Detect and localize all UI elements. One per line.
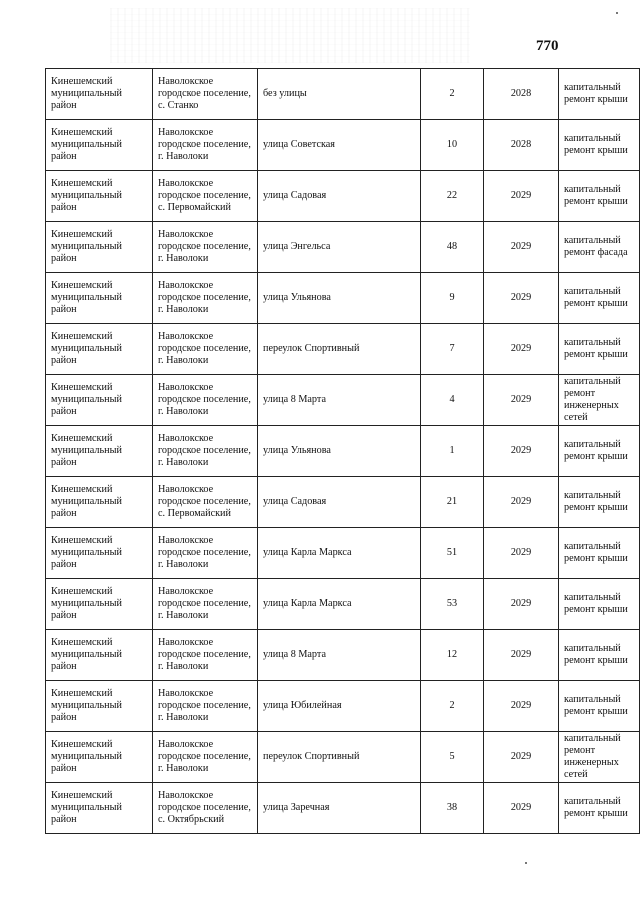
table-row: [46, 171, 640, 222]
table-row: [46, 783, 640, 834]
scan-dot: [525, 862, 527, 864]
table-row: [46, 579, 640, 630]
district-cell: Кинешемский муниципальный район: [46, 681, 153, 732]
street-cell: переулок Спортивный: [258, 324, 421, 375]
table-row: [46, 222, 640, 273]
district-cell: Кинешемский муниципальный район: [46, 783, 153, 834]
table-row: [46, 69, 640, 120]
street-cell: переулок Спортивный: [258, 732, 421, 783]
house-number-cell: 1: [421, 426, 484, 477]
year-cell: 2029: [484, 324, 559, 375]
street-cell: улица Садовая: [258, 171, 421, 222]
house-number-cell: 12: [421, 630, 484, 681]
street-cell: улица Ульянова: [258, 426, 421, 477]
settlement-cell: Наволокское городское поселение, с. Первомайский: [153, 171, 258, 222]
settlement-cell: Наволокское городское поселение, с. Октябрьский: [153, 783, 258, 834]
house-number-cell: 38: [421, 783, 484, 834]
settlement-cell: Наволокское городское поселение, г. Наволоки: [153, 273, 258, 324]
street-cell: улица 8 Марта: [258, 375, 421, 426]
settlement-cell: Наволокское городское поселение, г. Наволоки: [153, 375, 258, 426]
table-row: [46, 477, 640, 528]
district-cell: Кинешемский муниципальный район: [46, 273, 153, 324]
work-type-cell: капитальный ремонт крыши: [559, 120, 640, 171]
district-cell: Кинешемский муниципальный район: [46, 171, 153, 222]
year-cell: 2029: [484, 528, 559, 579]
district-cell: Кинешемский муниципальный район: [46, 222, 153, 273]
work-type-cell: капитальный ремонт крыши: [559, 783, 640, 834]
year-cell: 2029: [484, 426, 559, 477]
district-cell: Кинешемский муниципальный район: [46, 732, 153, 783]
street-cell: улица Советская: [258, 120, 421, 171]
house-number-cell: 2: [421, 69, 484, 120]
year-cell: 2028: [484, 120, 559, 171]
repair-schedule-table: [45, 68, 640, 834]
table-row: [46, 120, 640, 171]
work-type-cell: капитальный ремонт крыши: [559, 477, 640, 528]
work-type-cell: капитальный ремонт крыши: [559, 171, 640, 222]
table-row: [46, 630, 640, 681]
house-number-cell: 4: [421, 375, 484, 426]
table-row: [46, 732, 640, 783]
work-type-cell: капитальный ремонт крыши: [559, 273, 640, 324]
work-type-cell: капитальный ремонт крыши: [559, 69, 640, 120]
street-cell: улица 8 Марта: [258, 630, 421, 681]
year-cell: 2028: [484, 69, 559, 120]
table-row: [46, 375, 640, 426]
house-number-cell: 2: [421, 681, 484, 732]
street-cell: улица Карла Маркса: [258, 528, 421, 579]
settlement-cell: Наволокское городское поселение, г. Наволоки: [153, 630, 258, 681]
year-cell: 2029: [484, 681, 559, 732]
work-type-cell: капитальный ремонт крыши: [559, 324, 640, 375]
house-number-cell: 22: [421, 171, 484, 222]
street-cell: улица Садовая: [258, 477, 421, 528]
year-cell: 2029: [484, 375, 559, 426]
street-cell: улица Ульянова: [258, 273, 421, 324]
year-cell: 2029: [484, 783, 559, 834]
street-cell: без улицы: [258, 69, 421, 120]
district-cell: Кинешемский муниципальный район: [46, 528, 153, 579]
year-cell: 2029: [484, 732, 559, 783]
district-cell: Кинешемский муниципальный район: [46, 579, 153, 630]
table-row: [46, 681, 640, 732]
street-cell: улица Энгельса: [258, 222, 421, 273]
table-row: [46, 324, 640, 375]
settlement-cell: Наволокское городское поселение, г. Наволоки: [153, 579, 258, 630]
scan-dot: [616, 12, 618, 14]
house-number-cell: 5: [421, 732, 484, 783]
year-cell: 2029: [484, 579, 559, 630]
year-cell: 2029: [484, 171, 559, 222]
work-type-cell: капитальный ремонт крыши: [559, 681, 640, 732]
district-cell: Кинешемский муниципальный район: [46, 477, 153, 528]
work-type-cell: капитальный ремонт крыши: [559, 426, 640, 477]
house-number-cell: 21: [421, 477, 484, 528]
settlement-cell: Наволокское городское поселение, с. Первомайский: [153, 477, 258, 528]
work-type-cell: капитальный ремонт фасада: [559, 222, 640, 273]
year-cell: 2029: [484, 630, 559, 681]
district-cell: Кинешемский муниципальный район: [46, 375, 153, 426]
house-number-cell: 10: [421, 120, 484, 171]
scan-artifact: [110, 8, 470, 63]
street-cell: улица Юбилейная: [258, 681, 421, 732]
house-number-cell: 48: [421, 222, 484, 273]
settlement-cell: Наволокское городское поселение, с. Станко: [153, 69, 258, 120]
house-number-cell: 53: [421, 579, 484, 630]
settlement-cell: Наволокское городское поселение, г. Наволоки: [153, 426, 258, 477]
work-type-cell: капитальный ремонт крыши: [559, 630, 640, 681]
work-type-cell: капитальный ремонт крыши: [559, 528, 640, 579]
settlement-cell: Наволокское городское поселение, г. Наволоки: [153, 120, 258, 171]
year-cell: 2029: [484, 222, 559, 273]
street-cell: улица Карла Маркса: [258, 579, 421, 630]
work-type-cell: капитальный ремонт инженерных сетей: [559, 375, 640, 426]
house-number-cell: 51: [421, 528, 484, 579]
house-number-cell: 9: [421, 273, 484, 324]
district-cell: Кинешемский муниципальный район: [46, 324, 153, 375]
district-cell: Кинешемский муниципальный район: [46, 69, 153, 120]
settlement-cell: Наволокское городское поселение, г. Наволоки: [153, 324, 258, 375]
year-cell: 2029: [484, 273, 559, 324]
work-type-cell: капитальный ремонт инженерных сетей: [559, 732, 640, 783]
year-cell: 2029: [484, 477, 559, 528]
settlement-cell: Наволокское городское поселение, г. Наволоки: [153, 732, 258, 783]
page-number: 770: [536, 38, 559, 54]
district-cell: Кинешемский муниципальный район: [46, 630, 153, 681]
table-row: [46, 426, 640, 477]
settlement-cell: Наволокское городское поселение, г. Наволоки: [153, 528, 258, 579]
settlement-cell: Наволокское городское поселение, г. Наволоки: [153, 681, 258, 732]
settlement-cell: Наволокское городское поселение, г. Наволоки: [153, 222, 258, 273]
table-row: [46, 528, 640, 579]
house-number-cell: 7: [421, 324, 484, 375]
district-cell: Кинешемский муниципальный район: [46, 426, 153, 477]
district-cell: Кинешемский муниципальный район: [46, 120, 153, 171]
street-cell: улица Заречная: [258, 783, 421, 834]
work-type-cell: капитальный ремонт крыши: [559, 579, 640, 630]
table-row: [46, 273, 640, 324]
